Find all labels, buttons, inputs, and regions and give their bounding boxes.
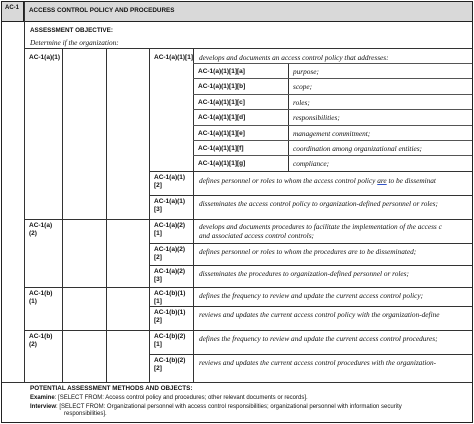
row-text-a2-2: defines personnel or roles to whom the procedures are to be disseminated; xyxy=(199,247,417,256)
row-id-a1-1-c: AC-1(a)(1)[1][c] xyxy=(198,99,245,106)
row-text-a1-1-b: scope; xyxy=(293,82,313,91)
row-text-a1-1-c: roles; xyxy=(293,98,310,107)
row-text-a1-1-e: management commitment; xyxy=(293,129,371,138)
row-text-b2-1: defines the frequency to review and update the current access control procedures; xyxy=(199,334,438,343)
grid-line xyxy=(106,48,107,382)
row-text-a1-1-f: coordination among organizational entities; xyxy=(293,144,422,153)
grid-line xyxy=(149,195,473,196)
row-id-a2: AC-1(a)(2) xyxy=(29,222,53,237)
row-id-a1-2: AC-1(a)(1)[2] xyxy=(154,174,186,189)
row-text-a1-1: develops and documents an access control policy that addresses: xyxy=(199,53,389,62)
grid-line xyxy=(24,287,473,288)
row-text-a1-3: disseminates the access control policy to organization-defined personnel or roles; xyxy=(199,199,438,208)
grid-line xyxy=(149,48,150,382)
grid-line xyxy=(24,2,25,382)
grid-line xyxy=(193,48,194,382)
row-id-a1-1-e: AC-1(a)(1)[1][e] xyxy=(198,130,245,137)
row-text-a2-1-line1: develops and documents procedures to facilitate the implementation of the access c xyxy=(199,222,442,231)
grid-line xyxy=(149,306,473,307)
grid-line xyxy=(193,63,473,64)
grid-line xyxy=(149,354,473,355)
row-text-a2-1-line2: and associated access control controls; xyxy=(199,231,314,240)
interview-line-2: responsibilities]. xyxy=(64,411,107,417)
row-text-b1-2: reviews and updates the current access control policy with the organization-define xyxy=(199,310,440,319)
grid-line xyxy=(62,48,63,382)
grid-line xyxy=(193,125,473,126)
row-text-b1-1: defines the frequency to review and update the current access control policy; xyxy=(199,291,424,300)
row-id-a2-1: AC-1(a)(2)[1] xyxy=(154,222,186,237)
grid-line xyxy=(24,48,473,49)
row-id-a1: AC-1(a)(1) xyxy=(29,54,61,61)
grid-line xyxy=(193,155,473,156)
control-title: ACCESS CONTROL POLICY AND PROCEDURES xyxy=(24,2,472,22)
examine-line: Examine: [SELECT FROM: Access control policy and procedures; other relevant documents or records]. xyxy=(30,395,308,401)
grid-line xyxy=(149,265,473,266)
row-id-a1-1-f: AC-1(a)(1)[1][f] xyxy=(198,145,244,152)
grid-line xyxy=(193,78,473,79)
row-text-a2-3: disseminates the procedures to organization-defined personnel or roles; xyxy=(199,269,409,278)
row-id-a2-2: AC-1(a)(2)[2] xyxy=(154,246,186,261)
row-id-b1-2: AC-1(b)(1)[2] xyxy=(154,309,186,324)
grid-line xyxy=(149,171,473,172)
grid-line xyxy=(149,243,473,244)
control-id: AC-1 xyxy=(2,2,24,22)
row-id-b2-2: AC-1(b)(2)[2] xyxy=(154,357,186,372)
row-id-b1: AC-1(b)(1) xyxy=(29,290,53,305)
row-id-a1-3: AC-1(a)(1)[3] xyxy=(154,198,186,213)
grid-line xyxy=(2,382,473,383)
row-text-a1-1-d: responsibilities; xyxy=(293,113,340,122)
objective-text: Determine if the organization: xyxy=(30,38,119,47)
row-id-a1-1-a: AC-1(a)(1)[1][a] xyxy=(198,68,245,75)
row-id-a1-1-d: AC-1(a)(1)[1][d] xyxy=(198,114,246,121)
grid-line xyxy=(24,219,473,220)
row-id-a1-1-b: AC-1(a)(1)[1][b] xyxy=(198,83,246,90)
assessment-table xyxy=(1,1,473,423)
interview-line: Interview: [SELECT FROM: Organizational personnel with access control responsibilities; organizational personnel with information security xyxy=(30,404,402,410)
grid-line xyxy=(193,140,473,141)
row-id-b1-1: AC-1(b)(1)[1] xyxy=(154,290,186,305)
row-id-a2-3: AC-1(a)(2)[3] xyxy=(154,268,186,283)
grid-line xyxy=(193,109,473,110)
methods-title: POTENTIAL ASSESSMENT METHODS AND OBJECTS: xyxy=(30,385,193,392)
row-text-b2-2: reviews and updates the current access control procedures with the organization- xyxy=(199,358,437,367)
row-text-a1-1-g: compliance; xyxy=(293,159,330,168)
row-id-b2-1: AC-1(b)(2)[1] xyxy=(154,333,186,348)
objective-label: ASSESSMENT OBJECTIVE: xyxy=(30,27,113,34)
grid-line xyxy=(24,330,473,331)
row-text-a1-2: defines personnel or roles to whom the access control policy are to be disseminat xyxy=(199,176,436,185)
row-id-a1-1-g: AC-1(a)(1)[1][g] xyxy=(198,160,246,167)
grid-line xyxy=(193,94,473,95)
row-id-a1-1: AC-1(a)(1)[1] xyxy=(154,54,193,61)
row-text-a1-1-a: purpose; xyxy=(293,67,319,76)
row-id-b2: AC-1(b)(2) xyxy=(29,333,53,348)
